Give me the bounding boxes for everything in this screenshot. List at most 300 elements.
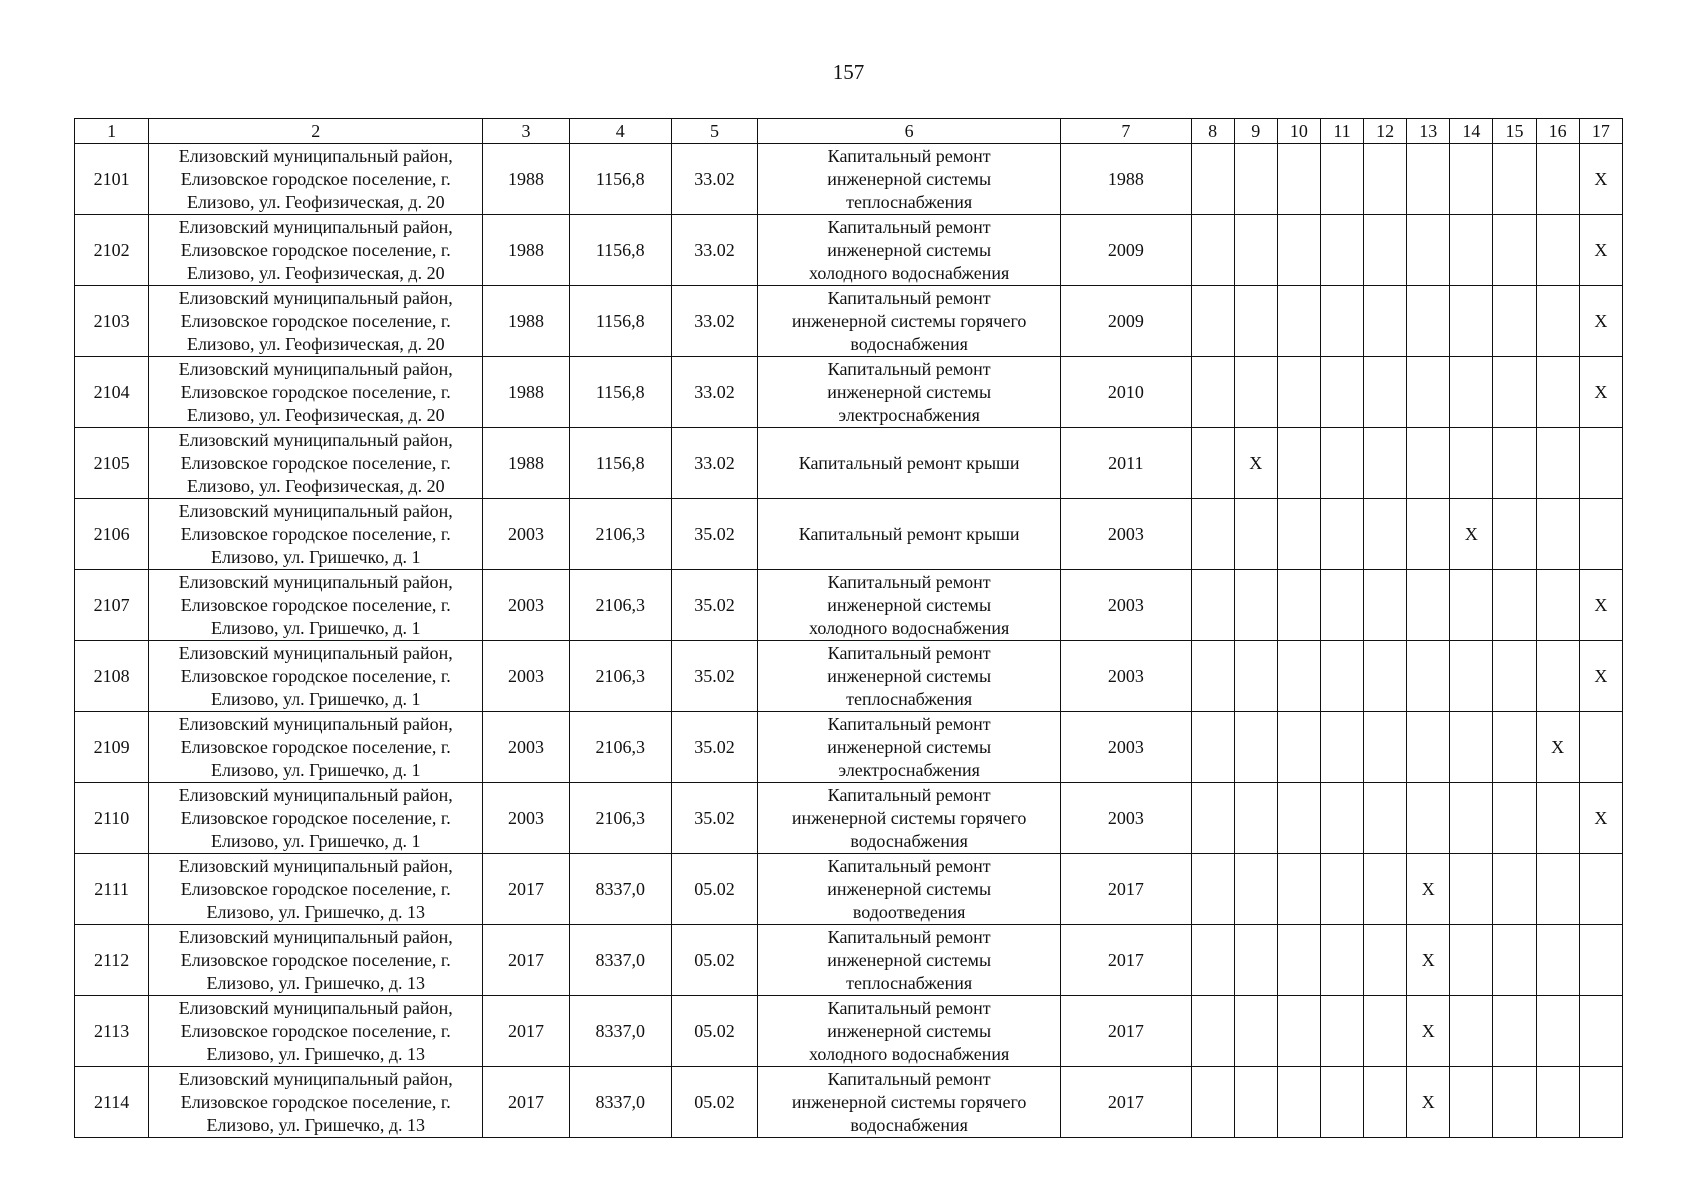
mark-cell-col-10 (1277, 854, 1320, 925)
work-type-cell (758, 428, 1061, 499)
table-row (75, 854, 1623, 925)
work-type-cell-line: инженерной системы горячего (791, 310, 1027, 331)
work-year-cell: 2009 (1061, 286, 1191, 357)
mark-cell-col-12 (1364, 357, 1407, 428)
work-type-cell-line: Капитальный ремонт (827, 145, 991, 166)
mark-cell-col-10 (1277, 570, 1320, 641)
mark-cell-col-13: X (1407, 925, 1450, 996)
column-header-16: 16 (1536, 119, 1579, 144)
mark-cell-col-13 (1407, 499, 1450, 570)
mark-cell-col-17: X (1579, 144, 1622, 215)
mark-cell-col-17 (1579, 499, 1622, 570)
work-type-cell-line: электроснабжения (838, 404, 980, 425)
page-number: 157 (832, 60, 865, 84)
mark-cell-col-8 (1191, 854, 1234, 925)
work-type-cell-line: холодного водоснабжения (809, 262, 1010, 283)
mark-cell-col-9 (1234, 712, 1277, 783)
table-row (75, 357, 1623, 428)
mark-cell-col-12 (1364, 996, 1407, 1067)
work-type-cell (758, 286, 1061, 357)
row-number: 2114 (75, 1067, 149, 1138)
area-cell: 2106,3 (569, 783, 671, 854)
mark-cell-col-14 (1450, 144, 1493, 215)
work-type-cell-line: Капитальный ремонт (827, 642, 991, 663)
work-type-cell (758, 144, 1061, 215)
address-cell-line: Елизовское городское поселение, г. (180, 381, 451, 402)
work-year-cell: 2003 (1061, 712, 1191, 783)
address-cell-line: Елизовский муниципальный район, (178, 571, 453, 592)
build-year-cell: 1988 (483, 428, 569, 499)
mark-cell-col-11 (1320, 996, 1363, 1067)
mark-cell-col-10 (1277, 499, 1320, 570)
address-cell (149, 357, 483, 428)
row-number: 2113 (75, 996, 149, 1067)
row-number: 2107 (75, 570, 149, 641)
address-cell-line: Елизовское городское поселение, г. (180, 878, 451, 899)
work-type-cell-line: инженерной системы горячего (791, 1091, 1027, 1112)
mark-cell-col-12 (1364, 215, 1407, 286)
code-cell: 05.02 (671, 1067, 757, 1138)
mark-cell-col-9 (1234, 1067, 1277, 1138)
mark-cell-col-12 (1364, 428, 1407, 499)
work-type-cell (758, 854, 1061, 925)
mark-cell-col-9 (1234, 144, 1277, 215)
work-type-cell-line: водоснабжения (850, 830, 968, 851)
address-cell-line: Елизовское городское поселение, г. (180, 1020, 451, 1041)
work-year-cell: 2003 (1061, 499, 1191, 570)
column-header-11: 11 (1320, 119, 1363, 144)
build-year-cell: 2003 (483, 570, 569, 641)
row-number: 2104 (75, 357, 149, 428)
address-cell-line: Елизовский муниципальный район, (178, 358, 453, 379)
work-type-cell (758, 996, 1061, 1067)
table-row (75, 144, 1623, 215)
build-year-cell: 1988 (483, 215, 569, 286)
row-number: 2111 (75, 854, 149, 925)
mark-cell-col-15 (1493, 144, 1536, 215)
address-cell-line: Елизовский муниципальный район, (178, 926, 453, 947)
mark-cell-col-16 (1536, 996, 1579, 1067)
address-cell-line: Елизовский муниципальный район, (178, 216, 453, 237)
area-cell: 8337,0 (569, 1067, 671, 1138)
mark-cell-col-14 (1450, 1067, 1493, 1138)
address-cell-line: Елизовское городское поселение, г. (180, 949, 451, 970)
work-type-cell-line: водоснабжения (850, 333, 968, 354)
table-row (75, 570, 1623, 641)
mark-cell-col-13 (1407, 783, 1450, 854)
column-header-2: 2 (149, 119, 483, 144)
work-type-cell-line: Капитальный ремонт (827, 784, 991, 805)
mark-cell-col-13: X (1407, 1067, 1450, 1138)
mark-cell-col-13 (1407, 428, 1450, 499)
code-cell: 35.02 (671, 499, 757, 570)
column-header-17: 17 (1579, 119, 1622, 144)
mark-cell-col-15 (1493, 783, 1536, 854)
mark-cell-col-16 (1536, 357, 1579, 428)
mark-cell-col-9 (1234, 499, 1277, 570)
work-type-cell-line: водоснабжения (850, 1114, 968, 1135)
row-number: 2103 (75, 286, 149, 357)
address-cell-line: Елизово, ул. Геофизическая, д. 20 (186, 404, 445, 425)
address-cell-line: Елизовский муниципальный район, (178, 1068, 453, 1089)
work-type-cell-line: водоотведения (852, 901, 966, 922)
address-cell-line: Елизовское городское поселение, г. (180, 310, 451, 331)
work-year-cell: 2017 (1061, 996, 1191, 1067)
mark-cell-col-11 (1320, 783, 1363, 854)
mark-cell-col-13 (1407, 286, 1450, 357)
column-header-6: 6 (758, 119, 1061, 144)
build-year-cell: 2003 (483, 712, 569, 783)
address-cell-line: Елизовское городское поселение, г. (180, 239, 451, 260)
code-cell: 33.02 (671, 215, 757, 286)
mark-cell-col-17: X (1579, 641, 1622, 712)
build-year-cell: 1988 (483, 357, 569, 428)
work-type-cell-line: теплоснабжения (846, 688, 973, 709)
work-type-cell-line: Капитальный ремонт (827, 358, 991, 379)
area-cell: 8337,0 (569, 854, 671, 925)
mark-cell-col-9 (1234, 215, 1277, 286)
build-year-cell: 2003 (483, 783, 569, 854)
work-year-cell: 2017 (1061, 854, 1191, 925)
mark-cell-col-10 (1277, 1067, 1320, 1138)
mark-cell-col-9 (1234, 286, 1277, 357)
work-type-cell-line: Капитальный ремонт (827, 855, 991, 876)
mark-cell-col-14: X (1450, 499, 1493, 570)
mark-cell-col-8 (1191, 1067, 1234, 1138)
mark-cell-col-16 (1536, 925, 1579, 996)
column-header-7: 7 (1061, 119, 1191, 144)
mark-cell-col-13: X (1407, 854, 1450, 925)
work-year-cell: 2017 (1061, 925, 1191, 996)
address-cell-line: Елизово, ул. Гришечко, д. 1 (211, 830, 421, 851)
mark-cell-col-11 (1320, 357, 1363, 428)
code-cell: 05.02 (671, 925, 757, 996)
table-row (75, 783, 1623, 854)
mark-cell-col-9 (1234, 996, 1277, 1067)
address-cell (149, 996, 483, 1067)
mark-cell-col-14 (1450, 570, 1493, 641)
build-year-cell: 2017 (483, 996, 569, 1067)
address-cell-line: Елизовское городское поселение, г. (180, 1091, 451, 1112)
work-year-cell: 2003 (1061, 570, 1191, 641)
mark-cell-col-13 (1407, 357, 1450, 428)
mark-cell-col-17: X (1579, 783, 1622, 854)
mark-cell-col-11 (1320, 925, 1363, 996)
mark-cell-col-16 (1536, 428, 1579, 499)
work-type-cell (758, 499, 1061, 570)
work-type-cell-line: инженерной системы (827, 736, 992, 757)
work-type-cell-line: инженерной системы (827, 381, 992, 402)
work-type-cell-line: теплоснабжения (846, 191, 973, 212)
mark-cell-col-10 (1277, 357, 1320, 428)
mark-cell-col-8 (1191, 641, 1234, 712)
mark-cell-col-16 (1536, 854, 1579, 925)
address-cell-line: Елизовский муниципальный район, (178, 500, 453, 521)
mark-cell-col-15 (1493, 357, 1536, 428)
mark-cell-col-16 (1536, 215, 1579, 286)
table-row (75, 215, 1623, 286)
mark-cell-col-11 (1320, 286, 1363, 357)
address-cell-line: Елизовский муниципальный район, (178, 855, 453, 876)
address-cell-line: Елизово, ул. Гришечко, д. 1 (211, 617, 421, 638)
code-cell: 35.02 (671, 783, 757, 854)
mark-cell-col-12 (1364, 286, 1407, 357)
mark-cell-col-10 (1277, 996, 1320, 1067)
work-type-cell-line: инженерной системы (827, 878, 992, 899)
address-cell-line: Елизово, ул. Гришечко, д. 13 (206, 901, 426, 922)
mark-cell-col-11 (1320, 428, 1363, 499)
build-year-cell: 2017 (483, 1067, 569, 1138)
mark-cell-col-16 (1536, 641, 1579, 712)
mark-cell-col-10 (1277, 144, 1320, 215)
address-cell-line: Елизово, ул. Геофизическая, д. 20 (186, 191, 445, 212)
work-type-cell-line: теплоснабжения (846, 972, 973, 993)
mark-cell-col-15 (1493, 854, 1536, 925)
mark-cell-col-14 (1450, 854, 1493, 925)
mark-cell-col-11 (1320, 570, 1363, 641)
mark-cell-col-15 (1493, 712, 1536, 783)
mark-cell-col-12 (1364, 925, 1407, 996)
mark-cell-col-11 (1320, 854, 1363, 925)
address-cell-line: Елизовское городское поселение, г. (180, 736, 451, 757)
address-cell-line: Елизовское городское поселение, г. (180, 523, 451, 544)
address-cell (149, 570, 483, 641)
mark-cell-col-16: X (1536, 712, 1579, 783)
mark-cell-col-12 (1364, 570, 1407, 641)
column-header-10: 10 (1277, 119, 1320, 144)
area-cell: 1156,8 (569, 428, 671, 499)
address-cell-line: Елизовский муниципальный район, (178, 784, 453, 805)
row-number: 2112 (75, 925, 149, 996)
area-cell: 2106,3 (569, 499, 671, 570)
table-row (75, 286, 1623, 357)
area-cell: 1156,8 (569, 357, 671, 428)
area-cell: 1156,8 (569, 215, 671, 286)
mark-cell-col-12 (1364, 144, 1407, 215)
work-year-cell: 2017 (1061, 1067, 1191, 1138)
mark-cell-col-8 (1191, 357, 1234, 428)
row-number: 2110 (75, 783, 149, 854)
code-cell: 33.02 (671, 357, 757, 428)
address-cell-line: Елизовское городское поселение, г. (180, 452, 451, 473)
mark-cell-col-13 (1407, 144, 1450, 215)
address-cell-line: Елизово, ул. Геофизическая, д. 20 (186, 262, 445, 283)
address-cell (149, 783, 483, 854)
work-type-cell (758, 357, 1061, 428)
table-row (75, 499, 1623, 570)
mark-cell-col-8 (1191, 783, 1234, 854)
address-cell-line: Елизово, ул. Гришечко, д. 13 (206, 972, 426, 993)
column-header-13: 13 (1407, 119, 1450, 144)
work-type-cell-line: Капитальный ремонт (827, 571, 991, 592)
code-cell: 35.02 (671, 712, 757, 783)
work-type-cell-line: холодного водоснабжения (809, 617, 1010, 638)
mark-cell-col-9 (1234, 357, 1277, 428)
work-type-cell-line: Капитальный ремонт (827, 997, 991, 1018)
mark-cell-col-8 (1191, 499, 1234, 570)
mark-cell-col-12 (1364, 854, 1407, 925)
address-cell (149, 925, 483, 996)
work-type-cell-line: Капитальный ремонт (827, 216, 991, 237)
build-year-cell: 1988 (483, 144, 569, 215)
mark-cell-col-8 (1191, 712, 1234, 783)
mark-cell-col-15 (1493, 215, 1536, 286)
mark-cell-col-12 (1364, 712, 1407, 783)
table-row (75, 712, 1623, 783)
mark-cell-col-11 (1320, 1067, 1363, 1138)
mark-cell-col-8 (1191, 286, 1234, 357)
code-cell: 05.02 (671, 854, 757, 925)
mark-cell-col-13 (1407, 570, 1450, 641)
address-cell-line: Елизовский муниципальный район, (178, 287, 453, 308)
mark-cell-col-10 (1277, 783, 1320, 854)
work-type-cell-line: инженерной системы (827, 168, 992, 189)
mark-cell-col-17: X (1579, 570, 1622, 641)
work-type-cell (758, 925, 1061, 996)
work-type-cell (758, 783, 1061, 854)
mark-cell-col-13 (1407, 641, 1450, 712)
address-cell-line: Елизовский муниципальный район, (178, 429, 453, 450)
address-cell (149, 428, 483, 499)
code-cell: 35.02 (671, 641, 757, 712)
mark-cell-col-16 (1536, 570, 1579, 641)
address-cell (149, 712, 483, 783)
work-type-cell-line: Капитальный ремонт (827, 926, 991, 947)
mark-cell-col-16 (1536, 1067, 1579, 1138)
mark-cell-col-12 (1364, 641, 1407, 712)
mark-cell-col-11 (1320, 215, 1363, 286)
address-cell-line: Елизово, ул. Гришечко, д. 1 (211, 546, 421, 567)
work-year-cell: 2003 (1061, 641, 1191, 712)
area-cell: 8337,0 (569, 925, 671, 996)
mark-cell-col-15 (1493, 570, 1536, 641)
mark-cell-col-14 (1450, 215, 1493, 286)
mark-cell-col-8 (1191, 215, 1234, 286)
mark-cell-col-10 (1277, 286, 1320, 357)
work-type-cell-line: инженерной системы (827, 594, 992, 615)
work-type-cell-line: инженерной системы (827, 239, 992, 260)
address-cell-line: Елизовский муниципальный район, (178, 713, 453, 734)
work-type-cell-line: Капитальный ремонт крыши (798, 523, 1020, 544)
mark-cell-col-10 (1277, 428, 1320, 499)
mark-cell-col-14 (1450, 641, 1493, 712)
mark-cell-col-8 (1191, 144, 1234, 215)
work-type-cell-line: холодного водоснабжения (809, 1043, 1010, 1064)
work-type-cell-line: Капитальный ремонт (827, 1068, 991, 1089)
mark-cell-col-14 (1450, 428, 1493, 499)
area-cell: 2106,3 (569, 712, 671, 783)
mark-cell-col-10 (1277, 712, 1320, 783)
column-header-14: 14 (1450, 119, 1493, 144)
mark-cell-col-13: X (1407, 996, 1450, 1067)
row-number: 2106 (75, 499, 149, 570)
address-cell-line: Елизово, ул. Геофизическая, д. 20 (186, 333, 445, 354)
mark-cell-col-17 (1579, 712, 1622, 783)
column-header-5: 5 (671, 119, 757, 144)
table-body (75, 144, 1623, 1138)
address-cell-line: Елизово, ул. Гришечко, д. 1 (211, 759, 421, 780)
header-row (75, 119, 1623, 144)
row-number: 2105 (75, 428, 149, 499)
build-year-cell: 2017 (483, 854, 569, 925)
code-cell: 33.02 (671, 428, 757, 499)
table-row (75, 1067, 1623, 1138)
mark-cell-col-11 (1320, 499, 1363, 570)
mark-cell-col-17 (1579, 925, 1622, 996)
code-cell: 33.02 (671, 144, 757, 215)
row-number: 2109 (75, 712, 149, 783)
work-year-cell: 2011 (1061, 428, 1191, 499)
work-type-cell (758, 712, 1061, 783)
work-type-cell-line: Капитальный ремонт (827, 287, 991, 308)
work-year-cell: 2009 (1061, 215, 1191, 286)
work-type-cell-line: Капитальный ремонт (827, 713, 991, 734)
address-cell (149, 641, 483, 712)
address-cell-line: Елизовское городское поселение, г. (180, 168, 451, 189)
mark-cell-col-14 (1450, 286, 1493, 357)
row-number: 2108 (75, 641, 149, 712)
address-cell-line: Елизово, ул. Гришечко, д. 13 (206, 1114, 426, 1135)
mark-cell-col-16 (1536, 783, 1579, 854)
code-cell: 35.02 (671, 570, 757, 641)
mark-cell-col-8 (1191, 428, 1234, 499)
mark-cell-col-17 (1579, 428, 1622, 499)
column-header-1: 1 (75, 119, 149, 144)
row-number: 2102 (75, 215, 149, 286)
work-type-cell-line: инженерной системы (827, 665, 992, 686)
address-cell-line: Елизово, ул. Гришечко, д. 1 (211, 688, 421, 709)
code-cell: 33.02 (671, 286, 757, 357)
work-type-cell-line: электроснабжения (838, 759, 980, 780)
mark-cell-col-16 (1536, 144, 1579, 215)
area-cell: 2106,3 (569, 641, 671, 712)
mark-cell-col-9 (1234, 570, 1277, 641)
work-year-cell: 2003 (1061, 783, 1191, 854)
mark-cell-col-17: X (1579, 286, 1622, 357)
address-cell-line: Елизовское городское поселение, г. (180, 807, 451, 828)
column-header-9: 9 (1234, 119, 1277, 144)
mark-cell-col-9: X (1234, 428, 1277, 499)
mark-cell-col-9 (1234, 925, 1277, 996)
mark-cell-col-17: X (1579, 357, 1622, 428)
work-type-cell (758, 641, 1061, 712)
address-cell (149, 1067, 483, 1138)
mark-cell-col-13 (1407, 215, 1450, 286)
mark-cell-col-9 (1234, 641, 1277, 712)
repair-register-table (74, 118, 1623, 1138)
address-cell-line: Елизовское городское поселение, г. (180, 665, 451, 686)
mark-cell-col-15 (1493, 428, 1536, 499)
mark-cell-col-15 (1493, 286, 1536, 357)
area-cell: 8337,0 (569, 996, 671, 1067)
mark-cell-col-17: X (1579, 215, 1622, 286)
mark-cell-col-12 (1364, 1067, 1407, 1138)
mark-cell-col-15 (1493, 641, 1536, 712)
row-number: 2101 (75, 144, 149, 215)
table-row (75, 641, 1623, 712)
table-row (75, 428, 1623, 499)
mark-cell-col-9 (1234, 854, 1277, 925)
mark-cell-col-13 (1407, 712, 1450, 783)
address-cell-line: Елизовское городское поселение, г. (180, 594, 451, 615)
table-row (75, 925, 1623, 996)
mark-cell-col-12 (1364, 783, 1407, 854)
mark-cell-col-11 (1320, 144, 1363, 215)
column-header-15: 15 (1493, 119, 1536, 144)
address-cell-line: Елизово, ул. Геофизическая, д. 20 (186, 475, 445, 496)
build-year-cell: 2003 (483, 641, 569, 712)
work-type-cell-line: инженерной системы горячего (791, 807, 1027, 828)
